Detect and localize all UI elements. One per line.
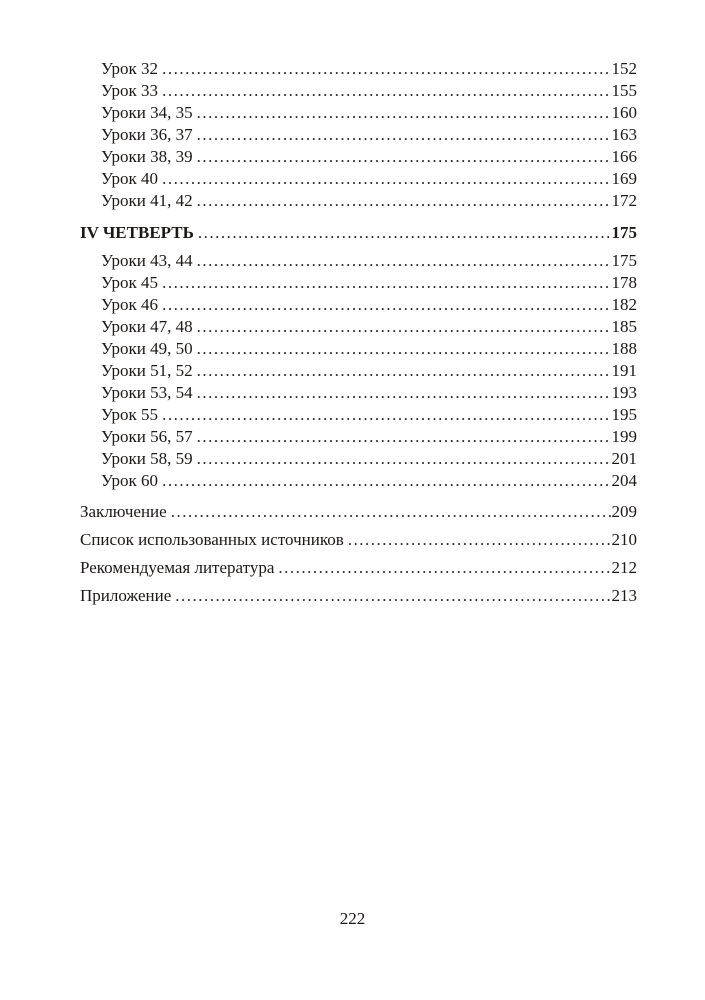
dot-leader	[278, 554, 610, 582]
toc-entry-page: 155	[611, 81, 637, 100]
toc-entry-label: Уроки 58, 59	[101, 449, 193, 468]
toc-entry-page: 160	[611, 103, 637, 122]
toc-entry	[80, 360, 637, 382]
dot-leader	[162, 404, 610, 426]
page-number: 222	[339, 909, 366, 928]
toc-entry	[80, 250, 637, 272]
toc-entry-label: Уроки 43, 44	[101, 251, 193, 270]
toc-entry-page: 213	[611, 586, 637, 605]
dot-leader	[197, 338, 611, 360]
toc-entry	[80, 272, 637, 294]
dot-leader	[162, 80, 610, 102]
dot-leader	[197, 426, 611, 448]
toc-entry-label: Урок 55	[101, 405, 159, 424]
toc-entry-label: Уроки 41, 42	[101, 191, 193, 210]
toc-entry-page: 182	[611, 295, 637, 314]
table-of-contents	[80, 58, 637, 610]
toc-entry-label: Уроки 34, 35	[101, 103, 193, 122]
toc-entry	[80, 470, 637, 492]
toc-entry-label: Список использованных источников	[80, 530, 344, 549]
toc-entry	[80, 338, 637, 360]
dot-leader	[197, 382, 611, 404]
toc-entry	[80, 554, 637, 582]
toc-entry-page: 199	[611, 427, 637, 446]
dot-leader	[162, 272, 610, 294]
toc-entry	[80, 316, 637, 338]
toc-entry-label: Урок 32	[101, 59, 159, 78]
toc-section-heading-label: IV ЧЕТВЕРТЬ	[80, 223, 194, 242]
dot-leader	[197, 360, 611, 382]
toc-entry	[80, 190, 637, 212]
toc-entry	[80, 80, 637, 102]
toc-entry-page: 201	[611, 449, 637, 468]
toc-entry	[80, 58, 637, 80]
toc-entry-page: 195	[611, 405, 637, 424]
toc-entry-label: Уроки 38, 39	[101, 147, 193, 166]
dot-leader	[175, 582, 610, 610]
toc-entry-page: 212	[611, 558, 637, 577]
toc-entry-label: Урок 40	[101, 169, 159, 188]
toc-entry	[80, 498, 637, 526]
toc-entry-label: Уроки 49, 50	[101, 339, 193, 358]
dot-leader	[197, 316, 611, 338]
toc-entry-label: Уроки 56, 57	[101, 427, 193, 446]
toc-entry-label: Уроки 47, 48	[101, 317, 193, 336]
toc-entry-page: 193	[611, 383, 637, 402]
dot-leader	[198, 222, 611, 244]
dot-leader	[197, 102, 611, 124]
toc-entry-page: 172	[611, 191, 637, 210]
toc-back-matter-list	[80, 498, 637, 610]
dot-leader	[162, 470, 610, 492]
toc-lesson-list-quarter-iv	[80, 250, 637, 492]
toc-section-heading-page: 175	[611, 223, 637, 242]
toc-entry	[80, 582, 637, 610]
dot-leader	[162, 168, 610, 190]
toc-entry	[80, 124, 637, 146]
toc-entry	[80, 426, 637, 448]
toc-entry	[80, 102, 637, 124]
toc-entry-label: Приложение	[80, 586, 172, 605]
toc-entry	[80, 146, 637, 168]
toc-entry	[80, 526, 637, 554]
toc-entry-label: Урок 33	[101, 81, 159, 100]
toc-entry	[80, 382, 637, 404]
toc-entry	[80, 404, 637, 426]
toc-entry-page: 210	[611, 530, 637, 549]
toc-entry-page: 169	[611, 169, 637, 188]
toc-entry-label: Урок 46	[101, 295, 159, 314]
toc-entry-label: Уроки 51, 52	[101, 361, 193, 380]
toc-entry	[80, 294, 637, 316]
toc-entry-label: Заключение	[80, 502, 167, 521]
dot-leader	[197, 146, 611, 168]
toc-entry-label: Урок 45	[101, 273, 159, 292]
toc-entry-page: 191	[611, 361, 637, 380]
toc-entry-page: 204	[611, 471, 637, 490]
toc-entry-page: 178	[611, 273, 637, 292]
toc-entry	[80, 168, 637, 190]
toc-entry-page: 185	[611, 317, 637, 336]
dot-leader	[348, 526, 611, 554]
dot-leader	[197, 250, 611, 272]
toc-entry-label: Уроки 53, 54	[101, 383, 193, 402]
toc-entry-page: 209	[611, 502, 637, 521]
toc-entry-page: 188	[611, 339, 637, 358]
toc-entry-label: Рекомендуемая литература	[80, 558, 275, 577]
dot-leader	[162, 58, 610, 80]
toc-entry-label: Уроки 36, 37	[101, 125, 193, 144]
toc-entry-label: Урок 60	[101, 471, 159, 490]
toc-section-heading-row	[80, 222, 637, 244]
dot-leader	[197, 448, 611, 470]
dot-leader	[162, 294, 610, 316]
toc-entry	[80, 448, 637, 470]
toc-entry-page: 152	[611, 59, 637, 78]
dot-leader	[197, 124, 611, 146]
toc-entry-page: 163	[611, 125, 637, 144]
dot-leader	[197, 190, 611, 212]
toc-entry-page: 166	[611, 147, 637, 166]
toc-entry-page: 175	[611, 251, 637, 270]
dot-leader	[171, 498, 611, 526]
toc-lesson-list-prev-quarter	[80, 58, 637, 212]
